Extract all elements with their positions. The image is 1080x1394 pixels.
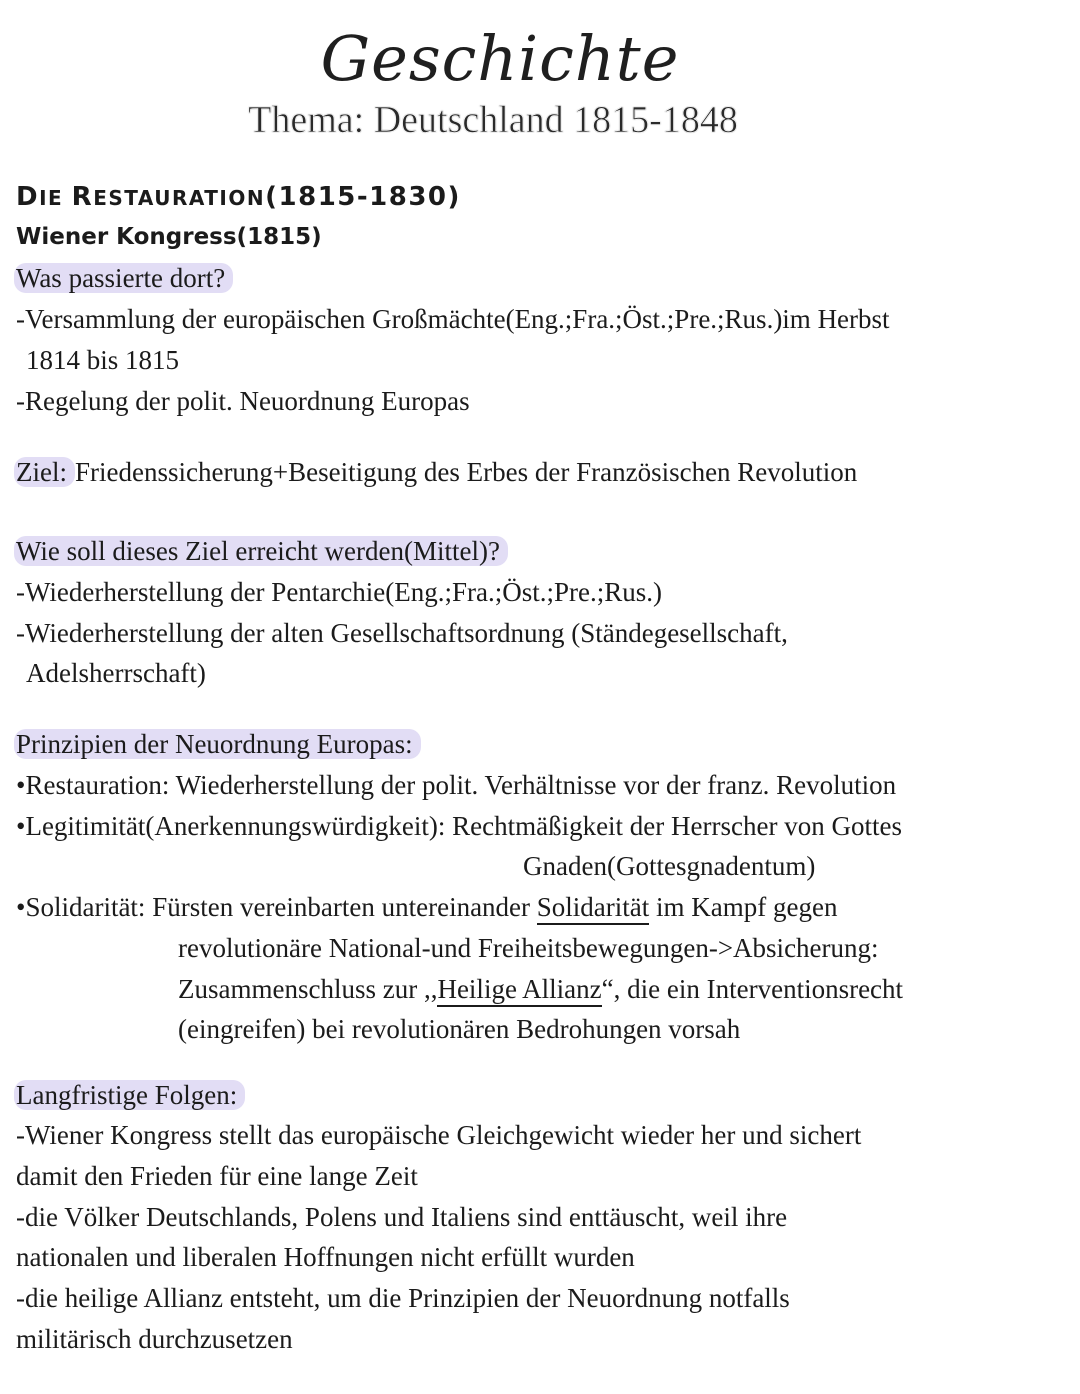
text-line: 1814 bis 1815 — [26, 345, 180, 375]
page-title: Geschichte — [320, 22, 680, 95]
ziel-text: Friedenssicherung+Beseitigung des Erbes der Französischen Revolution — [74, 457, 858, 487]
question-mittel — [16, 538, 508, 565]
question-was-passierte — [16, 265, 233, 292]
text-line: Gnaden(Gottesgnadentum) — [523, 851, 816, 881]
bullet-text: Legitimität(Anerkennungswürdigkeit): Rechtmäßigkeit der Herrscher von Gottes — [25, 811, 902, 841]
bullet-solidaritaet — [16, 894, 837, 921]
text-line: damit den Frieden für eine lange Zeit — [16, 1161, 418, 1191]
heading-rest-estauration: ESTAURATION — [93, 186, 266, 210]
text-line: -Versammlung der europäischen Großmächte(Eng.;Fra.;Öst.;Pre.;Rus.)im Herbst — [16, 304, 890, 334]
underlined-heilige-allianz: Heilige Allianz — [437, 974, 601, 1007]
text-line: Adelsherrschaft) — [26, 658, 206, 688]
heading-cap-d: D — [16, 182, 40, 212]
bullet-legitimitaet — [16, 813, 902, 840]
heading-rest-ie: IE — [39, 186, 72, 210]
underlined-solidaritaet: Solidarität — [537, 892, 649, 925]
bullet-dot: • — [16, 770, 26, 800]
section-heading — [16, 184, 461, 210]
text-line: -Wiener Kongress stellt das europäische Gleichgewicht wieder her und sichert — [16, 1120, 862, 1150]
text-line: -die Völker Deutschlands, Polens und Italiens sind enttäuscht, weil ihre — [16, 1202, 788, 1232]
ziel-label: Ziel: — [14, 457, 75, 487]
heading-cap-r: R — [71, 182, 94, 212]
text-line: -die heilige Allianz entsteht, um die Prinzipien der Neuordnung notfalls — [16, 1283, 790, 1313]
ziel-line — [16, 459, 857, 486]
section-subheading: Wiener Kongress(1815) — [16, 224, 322, 250]
text-line: -Wiederherstellung der alten Gesellschaftsordnung (Ständegesellschaft, — [16, 618, 788, 648]
highlight: Langfristige Folgen: — [14, 1080, 245, 1110]
bullet-dot: • — [16, 892, 26, 922]
text-line: militärisch durchzusetzen — [16, 1324, 293, 1354]
highlight: Wie soll dieses Ziel erreicht werden(Mittel)? — [14, 536, 508, 566]
text-line: (eingreifen) bei revolutionären Bedrohungen vorsah — [178, 1014, 741, 1044]
text-span: Fürsten vereinbarten untereinander — [152, 892, 531, 922]
text-line: revolutionäre National-und Freiheitsbewegungen->Absicherung: — [178, 933, 879, 963]
folgen-heading — [16, 1082, 245, 1109]
text-line: nationalen und liberalen Hoffnungen nicht erfüllt wurden — [16, 1242, 635, 1272]
heading-years: (1815-1830) — [265, 182, 461, 212]
bullet-restauration — [16, 772, 896, 799]
text-span: “, die ein Interventionsrecht — [601, 974, 904, 1004]
text-span: Zusammenschluss zur ,, — [178, 974, 438, 1004]
prinzipien-heading — [16, 731, 421, 758]
page-subtitle: Thema: Deutschland 1815-1848 — [248, 99, 738, 141]
text-line-allianz — [178, 976, 903, 1003]
bullet-text: Restauration: Wiederherstellung der polit. Verhältnisse vor der franz. Revolution — [25, 770, 897, 800]
text-span: im Kampf gegen — [656, 892, 838, 922]
text-line: -Wiederherstellung der Pentarchie(Eng.;Fra.;Öst.;Pre.;Rus.) — [16, 577, 662, 607]
solidaritaet-label: Solidarität: — [25, 892, 146, 922]
highlight: Prinzipien der Neuordnung Europas: — [14, 729, 421, 759]
bullet-dot: • — [16, 811, 26, 841]
highlight: Was passierte dort? — [14, 263, 233, 293]
text-line: -Regelung der polit. Neuordnung Europas — [16, 386, 470, 416]
